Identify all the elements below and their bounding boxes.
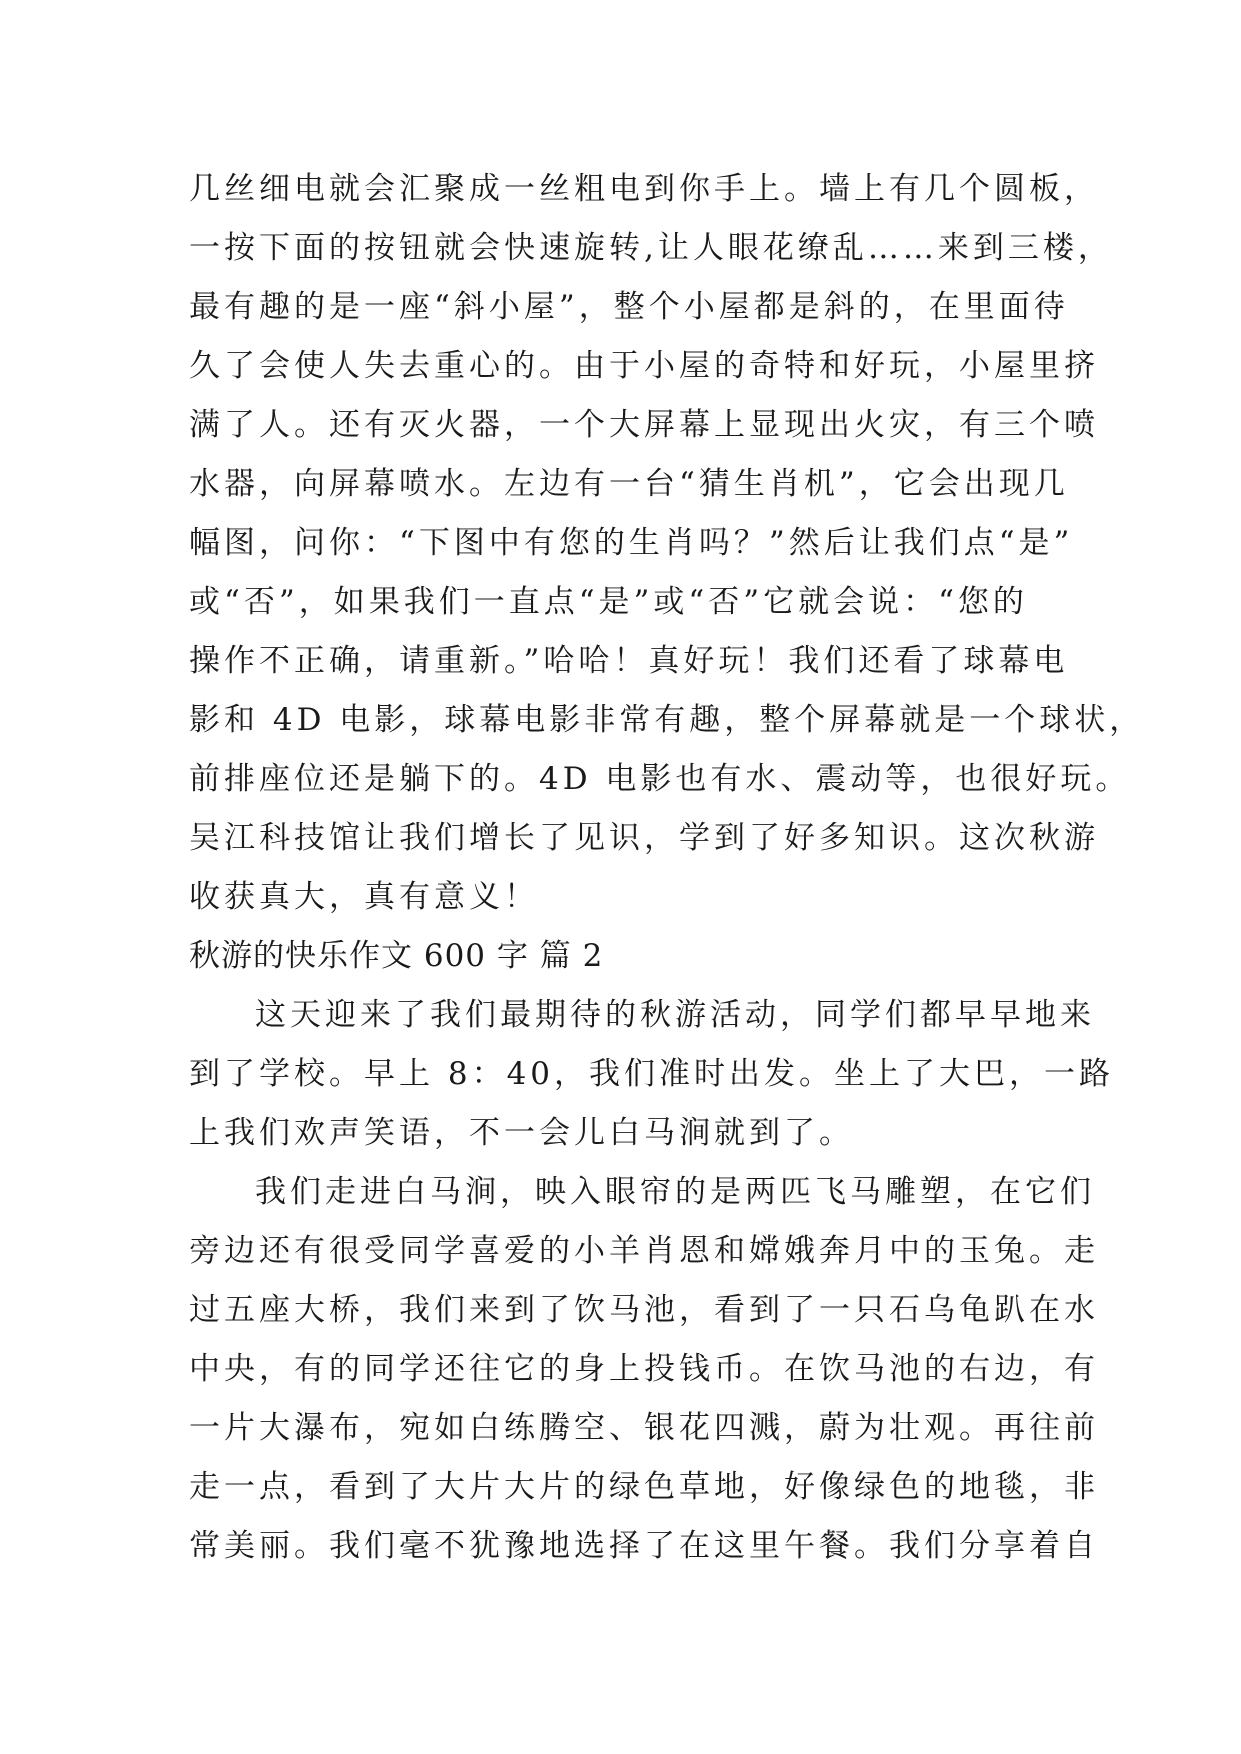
text-line: 一片大瀑布，宛如白练腾空、银花四溅，蔚为壮观。再往前: [189, 1410, 1099, 1446]
text-line: 旁边还有很受同学喜爱的小羊肖恩和嫦娥奔月中的玉兔。走: [189, 1233, 1099, 1269]
section1-text: [189, 160, 1145, 927]
text-line: 几丝细电就会汇聚成一丝粗电到你手上。墙上有几个圆板，: [189, 171, 1099, 207]
text-line: 吴江科技馆让我们增长了见识，学到了好多知识。这次秋游: [189, 820, 1099, 856]
text-line: 满了人。还有灭火器，一个大屏幕上显现出火灾，有三个喷: [189, 407, 1099, 443]
text-line: 水器，向屏幕喷水。左边有一台“猜生肖机”，它会出现几: [189, 466, 1069, 502]
text-line: 操作不正确，请重新。”哈哈！真好玩！我们还看了球幕电: [189, 643, 1069, 679]
text-line: 幅图，问你：“下图中有您的生肖吗？”然后让我们点“是”: [189, 525, 1074, 561]
text-line: 这天迎来了我们最期待的秋游活动，同学们都早早地来: [255, 997, 1095, 1033]
document-body: [189, 160, 1145, 1576]
text-line: 或“否”，如果我们一直点“是”或“否”它就会说：“您的: [189, 584, 1028, 620]
text-line: 久了会使人失去重心的。由于小屋的奇特和好玩，小屋里挤: [189, 348, 1099, 384]
text-line: 前排座位还是躺下的。4D 电影也有水、震动等，也很好玩。: [189, 761, 1131, 797]
paragraph-1: [189, 986, 1115, 1163]
text-line: 一按下面的按钮就会快速旋转,让人眼花缭乱……来到三楼，: [189, 230, 1113, 266]
text-line: 上我们欢声笑语，不一会儿白马涧就到了。: [189, 1115, 854, 1151]
text-line: 过五座大桥，我们来到了饮马池，看到了一只石乌龟趴在水: [189, 1292, 1099, 1328]
text-line: 中央，有的同学还往它的身上投钱币。在饮马池的右边，有: [189, 1351, 1099, 1387]
text-line: 到了学校。早上 8：40，我们准时出发。坐上了大巴，一路: [189, 1056, 1115, 1092]
paragraph-2: [189, 1163, 1099, 1576]
text-line: 影和 4D 电影，球幕电影非常有趣，整个屏幕就是一个球状，: [189, 702, 1145, 738]
section-title: 秋游的快乐作文 600 字 篇 2: [189, 938, 604, 974]
text-line: 常美丽。我们毫不犹豫地选择了在这里午餐。我们分享着自: [189, 1528, 1099, 1564]
text-line: 收获真大，真有意义！: [189, 879, 539, 915]
text-line: 最有趣的是一座“斜小屋”，整个小屋都是斜的，在里面待: [189, 289, 1069, 325]
text-line: 我们走进白马涧，映入眼帘的是两匹飞马雕塑，在它们: [255, 1174, 1095, 1210]
text-line: 走一点，看到了大片大片的绿色草地，好像绿色的地毯，非: [189, 1469, 1099, 1505]
